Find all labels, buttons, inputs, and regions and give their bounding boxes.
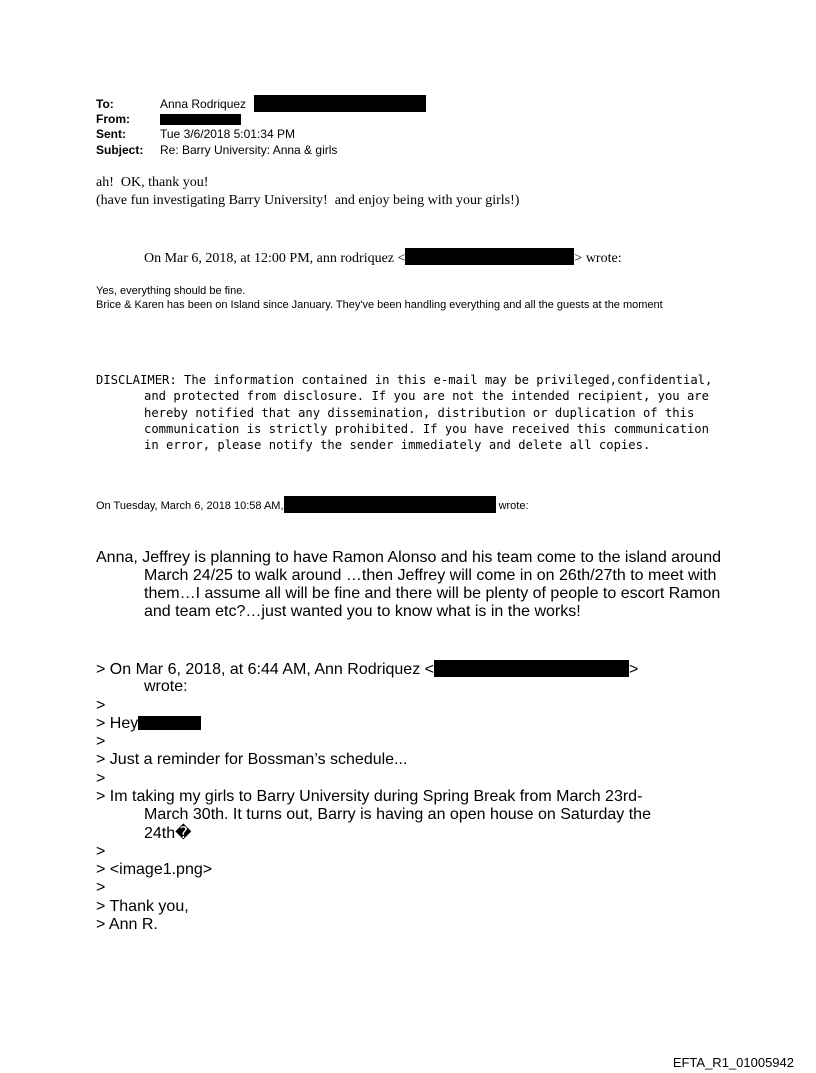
quote-line: >: [96, 697, 106, 714]
quote-paragraph: Anna, Jeffrey is planning to have Ramon Alonso and his team come to the island around March 24/25 to walk around …then Jeffrey will come in on 26th/27th to meet with them…I assume all will be fine and there will be plenty of people to escort Ramon and team etc?…just wanted you to know what is in the works!: [96, 549, 721, 620]
quote-line: > <image1.png>: [96, 861, 213, 878]
quote-line: > Thank you,: [96, 898, 189, 915]
reply-line: ah! OK, thank you!: [96, 175, 209, 190]
quote-line: Yes, everything should be fine.: [96, 285, 246, 297]
quote-intro: [96, 496, 529, 513]
quote-line: March 30th. It turns out, Barry is having an open house on Saturday the: [144, 806, 651, 823]
quote-intro-text: > On Mar 6, 2018, at 6:44 AM, Ann Rodriquez <: [96, 661, 434, 678]
quote-intro-text: > wrote:: [574, 251, 622, 266]
quote-intro-text: wrote:: [495, 500, 529, 512]
document-id: EFTA_R1_01005942: [672, 1055, 794, 1070]
sent-value: Tue 3/6/2018 5:01:34 PM: [160, 127, 295, 141]
quote-line: >: [96, 733, 106, 750]
reply-line: (have fun investigating Barry University! and enjoy being with your girls!): [96, 193, 520, 208]
redaction-bar: [434, 660, 629, 677]
sent-label: Sent:: [96, 127, 126, 141]
quote-intro: [144, 248, 622, 267]
quote-intro: [96, 660, 638, 679]
quote-line: >: [96, 770, 106, 787]
quote-paragraph: Brice & Karen has been on Island since January. They've been handling everything and all the guests at the moment: [96, 299, 663, 311]
quote-line: [96, 715, 201, 733]
quote-line: wrote:: [144, 678, 188, 695]
quote-line: >: [96, 879, 106, 896]
quote-line: > Just a reminder for Bossman’s schedule...: [96, 751, 408, 768]
quote-intro-text: On Tuesday, March 6, 2018 10:58 AM,: [96, 500, 284, 512]
subject-value: Re: Barry University: Anna & girls: [160, 143, 338, 157]
redaction-bar: [254, 95, 426, 112]
quote-line: > Ann R.: [96, 916, 158, 933]
redaction-bar: [160, 114, 241, 125]
quote-line: 24th�: [144, 825, 192, 842]
from-label: From:: [96, 112, 130, 126]
subject-label: Subject:: [96, 143, 144, 157]
redaction-bar: [405, 248, 574, 265]
to-value: Anna Rodriquez: [160, 97, 247, 111]
redaction-bar: [138, 716, 201, 730]
quote-intro-text: >: [628, 661, 639, 678]
disclaimer: DISCLAIMER: The information contained in this e-mail may be privileged,confidential, and protected from disclosure. If you are not the intended recipient, you are hereby notified that any dissemination, distribution or duplication of this communication is strictly prohibited. If you have received this communication in error, please notify the sender immediately and delete all copies.: [96, 373, 713, 453]
to-label: To:: [96, 97, 114, 111]
quote-line: > Im taking my girls to Barry University during Spring Break from March 23rd-: [96, 788, 643, 805]
quote-line: >: [96, 843, 106, 860]
greeting-text: > Hey: [96, 715, 139, 732]
redaction-bar: [284, 496, 496, 513]
quote-intro-text: On Mar 6, 2018, at 12:00 PM, ann rodriquez <: [144, 251, 406, 266]
